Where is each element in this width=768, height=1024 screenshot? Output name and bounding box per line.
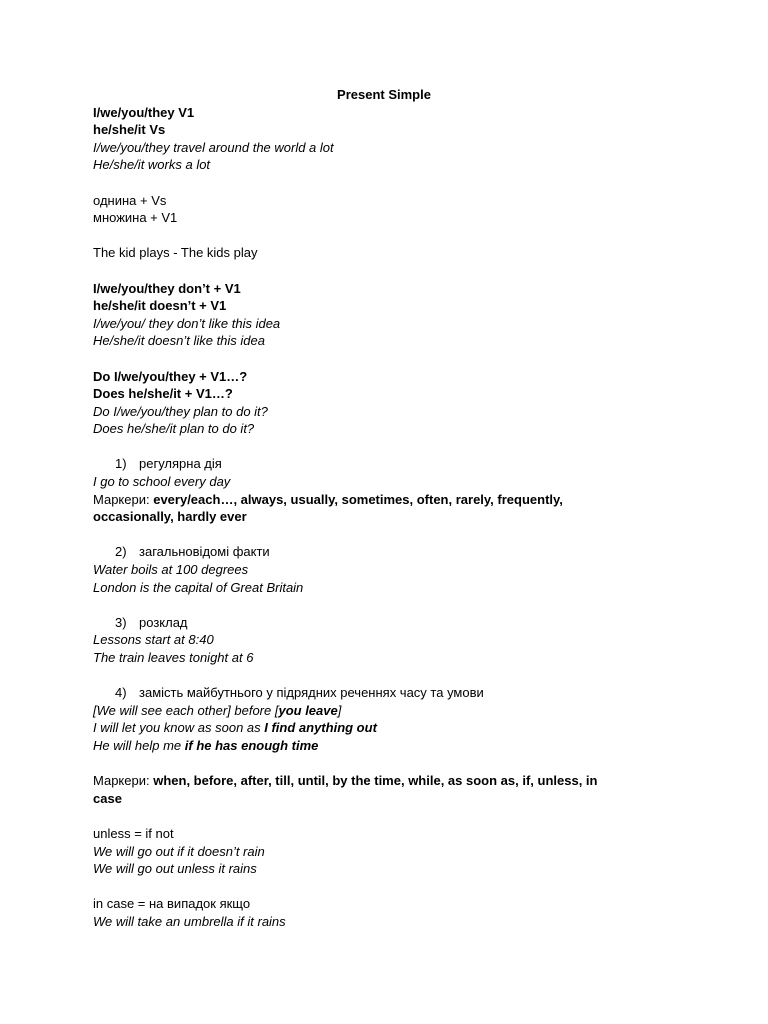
usage-item-2 bbox=[93, 543, 693, 561]
spacer bbox=[93, 755, 693, 773]
spacer bbox=[93, 174, 693, 192]
usage4-example-1 bbox=[93, 702, 693, 720]
markers-label: Маркери: bbox=[93, 491, 154, 507]
example-text: [We will see each other] before [ bbox=[93, 702, 279, 718]
usage-label: регулярна дія bbox=[139, 456, 222, 472]
list-number: 2) bbox=[115, 544, 127, 560]
example-highlight: if he has enough time bbox=[184, 737, 319, 753]
spacer bbox=[93, 526, 693, 544]
usage4-example-2 bbox=[93, 719, 693, 737]
question-example-plural: Do I/we/you/they plan to do it? bbox=[93, 403, 268, 419]
usage2-example-2: London is the capital of Great Britain bbox=[93, 579, 304, 595]
usage2-example-1: Water boils at 100 degrees bbox=[93, 562, 249, 578]
markers-list: every/each…, always, usually, sometimes, often, rarely, frequently, occasionally, hardly ever bbox=[93, 491, 563, 525]
unless-example-2: We will go out unless it rains bbox=[93, 861, 257, 877]
negative-rule-singular: he/she/it doesn’t + V1 bbox=[93, 298, 227, 314]
usage1-markers bbox=[93, 491, 623, 526]
list-number: 3) bbox=[115, 614, 127, 630]
spacer bbox=[93, 350, 693, 368]
affirmative-rule-plural: I/we/you/they V1 bbox=[93, 104, 195, 120]
incase-rule: in case = на випадок якщо bbox=[93, 896, 251, 912]
list-number: 4) bbox=[115, 685, 127, 701]
example-highlight: I find anything out bbox=[264, 720, 377, 736]
list-number: 1) bbox=[115, 456, 127, 472]
spacer bbox=[93, 596, 693, 614]
singular-rule: однина + Vs bbox=[93, 192, 167, 208]
usage4-example-3 bbox=[93, 737, 693, 755]
affirmative-example-plural: I/we/you/they travel around the world a lot bbox=[93, 139, 334, 155]
spacer bbox=[93, 667, 693, 685]
spacer bbox=[93, 438, 693, 456]
markers-label: Маркери: bbox=[93, 773, 154, 789]
usage-label: замість майбутнього у підрядних реченнях часу та умови bbox=[139, 685, 484, 701]
usage-label: розклад bbox=[139, 614, 188, 630]
number-example: The kid plays - The kids play bbox=[93, 245, 258, 261]
negative-rule-plural: I/we/you/they don’t + V1 bbox=[93, 280, 241, 296]
spacer bbox=[93, 878, 693, 896]
spacer bbox=[93, 262, 693, 280]
page-title: Present Simple bbox=[337, 87, 431, 102]
example-text: ] bbox=[337, 702, 342, 718]
plural-rule: множина + V1 bbox=[93, 210, 178, 226]
document-page bbox=[93, 86, 693, 931]
unless-example-1: We will go out if it doesn’t rain bbox=[93, 843, 265, 859]
negative-example-plural: I/we/you/ they don’t like this idea bbox=[93, 315, 281, 331]
usage1-example: I go to school every day bbox=[93, 474, 231, 490]
question-example-singular: Does he/she/it plan to do it? bbox=[93, 421, 255, 437]
usage-item-3 bbox=[93, 614, 693, 632]
usage3-example-2: The train leaves tonight at 6 bbox=[93, 650, 254, 665]
usage-item-1 bbox=[93, 455, 693, 473]
affirmative-example-singular: He/she/it works a lot bbox=[93, 157, 211, 173]
question-rule-singular: Does he/she/it + V1…? bbox=[93, 386, 233, 402]
markers-list: when, before, after, till, until, by the time, while, as soon as, if, unless, in case bbox=[93, 773, 598, 806]
negative-example-singular: He/she/it doesn’t like this idea bbox=[93, 333, 265, 349]
spacer bbox=[93, 227, 693, 245]
example-highlight: you leave bbox=[278, 702, 338, 718]
question-rule-plural: Do I/we/you/they + V1…? bbox=[93, 368, 248, 384]
usage-item-4 bbox=[93, 684, 693, 702]
incase-example-1: We will take an umbrella if it rains bbox=[93, 913, 286, 929]
unless-rule: unless = if not bbox=[93, 825, 174, 841]
usage3-example-1: Lessons start at 8:40 bbox=[93, 632, 214, 648]
spacer bbox=[93, 807, 693, 825]
time-markers bbox=[93, 772, 623, 807]
usage-label: загальновідомі факти bbox=[139, 544, 270, 560]
affirmative-rule-singular: he/she/it Vs bbox=[93, 122, 166, 138]
example-text: I will let you know as soon as bbox=[93, 720, 265, 736]
example-text: He will help me bbox=[93, 737, 185, 753]
